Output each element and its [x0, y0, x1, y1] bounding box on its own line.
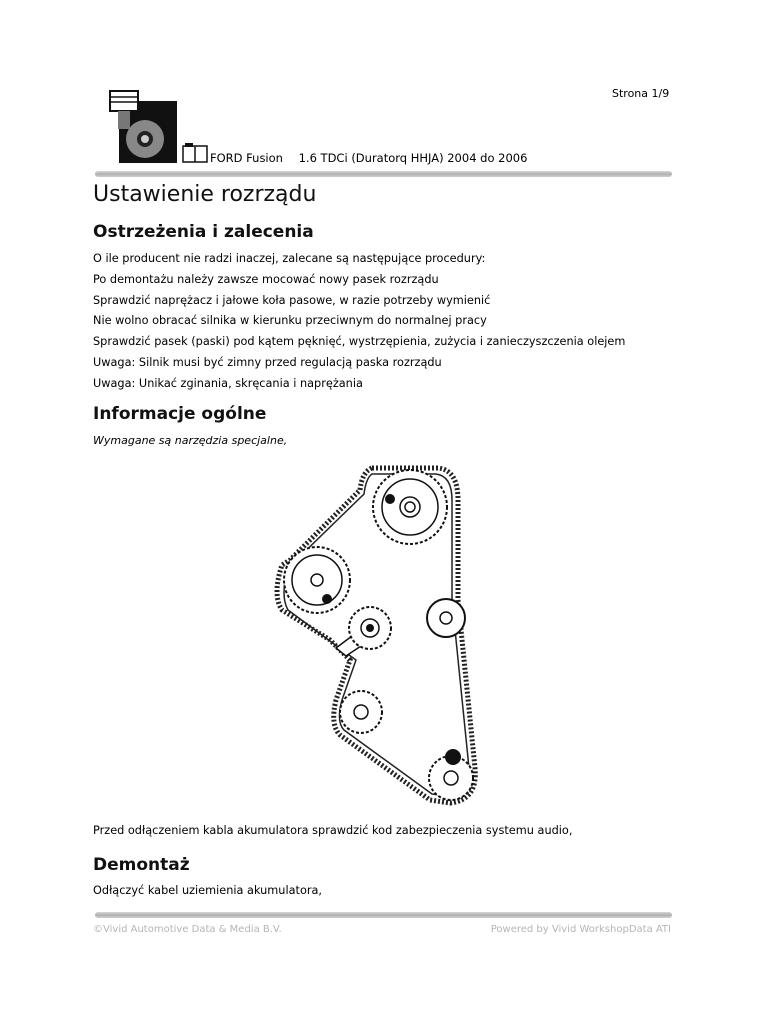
injection-pump-pulley — [284, 547, 350, 613]
camshaft-pulley — [373, 470, 447, 544]
list-item: O ile producent nie radzi inaczej, zalecane są następujące procedury: — [93, 252, 486, 265]
list-item: Po demontażu należy zawsze mocować nowy pasek rozrządu — [93, 272, 439, 286]
audio-code-note: Przed odłączeniem kabla akumulatora sprawdzić kod zabezpieczenia systemu audio, — [93, 824, 573, 837]
warnings-list — [93, 249, 625, 395]
header-divider — [95, 171, 672, 177]
manual-book-icon — [182, 143, 208, 163]
list-item: Uwaga: Silnik musi być zimny przed regulacją paska rozrządu — [93, 355, 442, 369]
footer-divider — [95, 912, 672, 918]
list-item: Nie wolno obracać silnika w kierunku przeciwnym do normalnej pracy — [93, 314, 487, 328]
list-item: Uwaga: Unikać zginania, skręcania i naprężania — [93, 376, 363, 390]
special-tools-note: Wymagane są narzędzia specjalne, — [93, 434, 288, 447]
general-heading: Informacje ogólne — [93, 404, 267, 424]
vehicle-info — [210, 151, 527, 165]
vehicle-engine: 1.6 TDCi (Duratorq HHJA) 2004 do 2006 — [298, 151, 528, 165]
water-pump-pulley — [340, 691, 382, 733]
removal-step: Odłączyć kabel uziemienia akumulatora, — [93, 884, 323, 897]
page-number: Strona 1/9 — [612, 87, 670, 100]
warnings-heading: Ostrzeżenia i zalecenia — [93, 222, 314, 242]
tensioner — [336, 607, 391, 656]
footer-powered-by: Powered by Vivid WorkshopData ATI — [490, 924, 671, 935]
crankshaft-pulley — [429, 749, 473, 800]
piston-logo-icon — [107, 89, 177, 163]
list-item: Sprawdzić naprężacz i jałowe koła pasowe, w razie potrzeby wymienić — [93, 293, 491, 307]
footer-copyright: ©Vivid Automotive Data & Media B.V. — [93, 924, 282, 935]
vehicle-model: FORD Fusion — [210, 151, 283, 165]
removal-heading: Demontaż — [93, 855, 190, 875]
idler-pulley — [427, 599, 465, 637]
page-title: Ustawienie rozrządu — [93, 182, 317, 207]
list-item: Sprawdzić pasek (paski) pod kątem pęknięć, wystrzępienia, zużycia i zanieczyszczenia olejem — [93, 335, 626, 349]
timing-belt-diagram — [272, 460, 482, 810]
